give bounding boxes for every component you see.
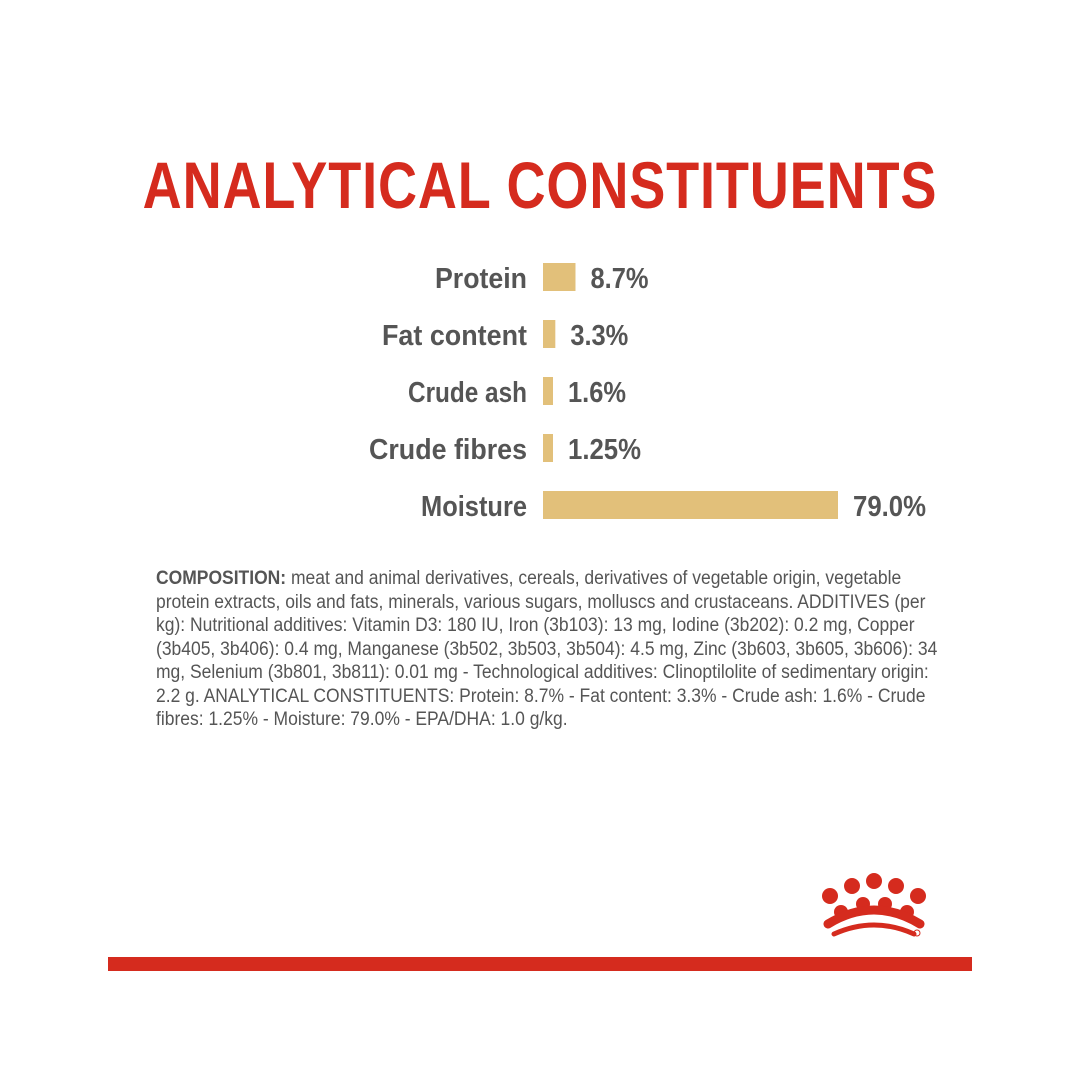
bar [543, 377, 553, 405]
composition-body: meat and animal derivatives, cereals, derivatives of vegetable origin, vegetable protein extracts, oils and fats, minerals, various sugars, molluscs and crustaceans. ADDITIVES (per kg): Nutritional additives: Vitamin D3: 180 IU, Iron (3b103): 13 mg, Iodine (3b202): 0.2 mg, Copper (3b405, 3b406): 0.4 mg, Manganese (3b502, 3b503, 3b504): 4.5 mg, Zinc (3b603, 3b605, 3b606): 34 mg, Selenium (3b801, 3b811): 0.01 mg - Technological additives: Clinoptilolite of sedimentary origin: 2.2 g. ANALYTICAL CONSTITUENTS: Protein: 8.7% - Fat content: 3.3% - Crude ash: 1.6% - Crude fibres: 1.25% - Moisture: 79.0% - EPA/DHA: 1.0 g/kg. [156, 568, 938, 730]
page-title: ANALYTICAL CONSTITUENTS [142, 148, 938, 222]
value-label: 8.7% [590, 263, 649, 295]
composition-text [156, 567, 947, 732]
category-label: Moisture [421, 491, 527, 523]
bottom-accent-bar [108, 957, 972, 971]
category-label: Crude ash [408, 377, 527, 409]
category-label: Crude fibres [369, 434, 527, 466]
bar [543, 263, 575, 291]
bar [543, 491, 838, 519]
composition-label: COMPOSITION: [156, 568, 287, 589]
category-label: Fat content [382, 320, 528, 352]
bar [543, 434, 553, 462]
value-label: 1.25% [568, 434, 642, 466]
crown-icon [814, 872, 934, 942]
value-label: 1.6% [568, 377, 627, 409]
value-label: 79.0% [853, 491, 927, 523]
category-label: Protein [435, 263, 527, 295]
bar [543, 320, 555, 348]
value-label: 3.3% [570, 320, 629, 352]
